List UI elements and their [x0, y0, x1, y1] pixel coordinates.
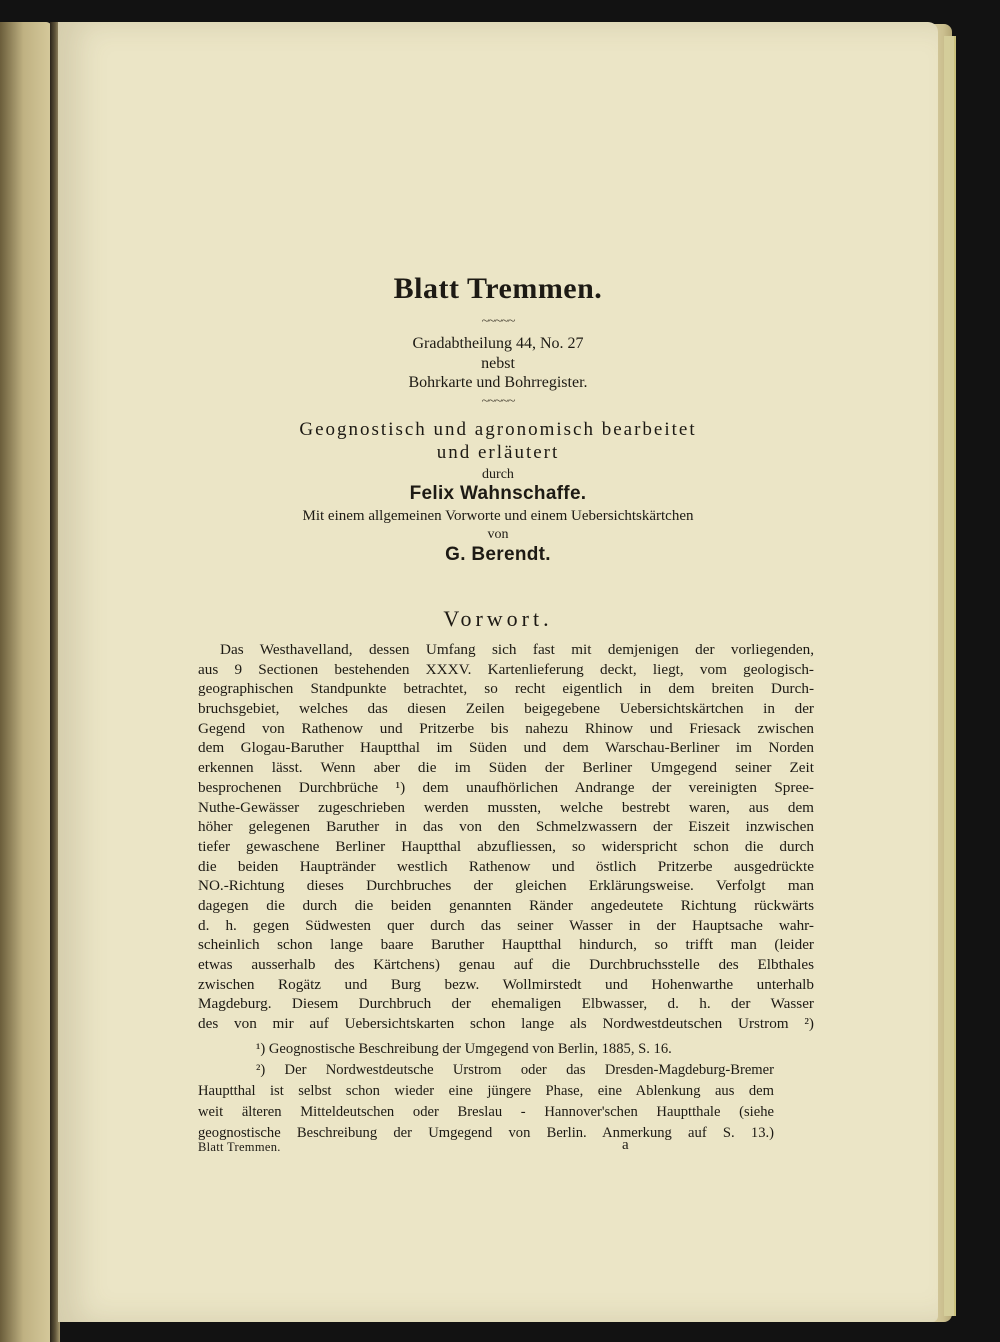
page-title: Blatt Tremmen. [393, 272, 603, 305]
page-stack-edge-inner [944, 36, 956, 1316]
footnote-2-line: geognostische Beschreibung der Umgegend von Berlin. Anmerkung auf S. 13.) [198, 1125, 774, 1141]
running-footer: Blatt Tremmen. [198, 1140, 281, 1154]
body-line: die beiden Hauptränder westlich Rathenow und östlich Pritzerbe ausgedrückte [198, 857, 814, 875]
body-line: Nuthe-Gewässer zugeschrieben werden mussten, welche bestrebt waren, aus dem [198, 798, 814, 816]
nebst-line: nebst [481, 355, 515, 372]
body-line: des von mir auf Uebersichtskarten schon lange als Nordwestdeutschen Urstrom ²) [198, 1015, 814, 1033]
footnote-2-line: ²) Der Nordwestdeutsche Urstrom oder das Dresden-Magdeburg-Bremer [256, 1062, 774, 1078]
footnote-2-line: weit älteren Mitteldeutschen oder Breslau - Hannover'schen Hauptthale (siehe [198, 1104, 774, 1120]
mit-line: Mit einem allgemeinen Vorworte und einem Uebersichtskärtchen [302, 508, 694, 524]
ornament-divider-2: ~~~~~ [481, 394, 515, 409]
body-line: zwischen Rogätz und Burg bezw. Wollmirstedt und Hohenwarthe unterhalb [198, 975, 814, 993]
left-page-edge [0, 22, 52, 1342]
geo-line-1: Geognostisch und agronomisch bearbeitet [299, 419, 697, 440]
body-line: d. h. gegen Südwesten quer durch das seiner Wasser in der Hauptsache wahr- [198, 916, 814, 934]
durch-line: durch [482, 467, 514, 482]
document-page [58, 22, 938, 1322]
body-line: dem Glogau-Baruther Hauptthal im Süden und dem Warschau-Berliner im Norden [198, 739, 814, 757]
author-berendt: G. Berendt. [445, 544, 551, 565]
geo-line-2: und erläutert [436, 442, 560, 463]
footnotes [198, 1039, 774, 1144]
body-line: geographischen Standpunkte betrachtet, so recht eigentlich in dem breiten Durch- [198, 680, 814, 698]
body-line: Gegend von Rathenow und Pritzerbe bis nahezu Rhinow und Friesack zwischen [198, 719, 814, 737]
body-line: scheinlich schon lange baare Baruther Hauptthal hindurch, so trifft man (leider [198, 936, 814, 954]
footnote-1: ¹) Geognostische Beschreibung der Umgegend von Berlin, 1885, S. 16. [256, 1041, 672, 1057]
author-wahnschaffe: Felix Wahnschaffe. [409, 483, 587, 504]
body-line: bruchsgebiet, welches das diesen Zeilen beigegebene Uebersichtskärtchen in der [198, 700, 814, 718]
body-line: etwas ausserhalb des Kärtchens) genau auf die Durchbruchsstelle des Elbthales [198, 956, 814, 973]
body-line: Das Westhavelland, dessen Umfang sich fast mit demjenigen der vorliegenden, [220, 641, 814, 658]
body-line: Magdeburg. Diesem Durchbruch der ehemaligen Elbwasser, d. h. der Wasser [198, 995, 814, 1013]
von-line: von [487, 527, 509, 542]
footnote-2-line: Hauptthal ist selbst schon wieder eine jüngere Phase, eine Ablenkung aus dem [198, 1083, 774, 1099]
section-heading: Vorwort. [443, 606, 553, 631]
ornament-divider-1: ~~~~~ [481, 314, 515, 329]
body-line: NO.-Richtung dieses Durchbruches der gleichen Erklärungsweise. Verfolgt man [198, 877, 814, 895]
body-paragraph [198, 640, 814, 1034]
body-line: höher gelegenen Baruther in das von den Schmelzwassern der Eiszeit inzwischen [198, 818, 814, 836]
body-line: dagegen die durch die beiden genannten Ränder angedeutete Richtung rückwärts [198, 896, 814, 914]
body-line: aus 9 Sectionen bestehenden XXXV. Kartenlieferung deckt, liegt, vom geologisch- [198, 660, 814, 678]
body-line: tiefer gewaschene Berliner Hauptthal abzufliessen, so widerspricht schon die durch [198, 837, 814, 855]
body-line: besprochenen Durchbrüche ¹) dem unaufhörlichen Andrange der vereinigten Spree- [198, 778, 814, 796]
grad-line: Gradabtheilung 44, No. 27 [412, 335, 584, 352]
body-line: erkennen lässt. Wenn aber die im Süden der Berliner Umgegend seiner Zeit [198, 759, 814, 777]
bohr-line: Bohrkarte und Bohrregister. [408, 374, 588, 391]
signature-mark: a [622, 1137, 629, 1153]
